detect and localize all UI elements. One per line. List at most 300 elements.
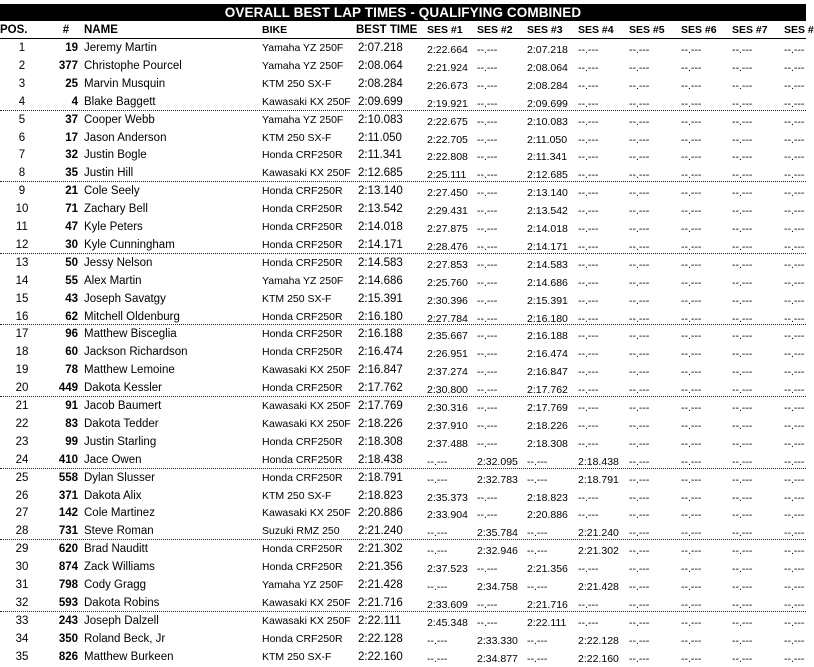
- cell-ses-2: --.---: [477, 330, 498, 343]
- table-row: [0, 576, 806, 594]
- cell-name: Dakota Kessler: [84, 382, 162, 395]
- header-number: #: [62, 24, 70, 36]
- cell-best-time: 2:13.140: [358, 185, 403, 198]
- cell-best-time: 2:22.128: [358, 632, 403, 645]
- cell-ses-6: --.---: [681, 419, 702, 432]
- cell-ses-2: --.---: [477, 384, 498, 397]
- cell-ses-8: --.---: [784, 240, 805, 253]
- table-row: [0, 146, 806, 164]
- cell-number: 37: [65, 113, 78, 126]
- cell-ses-1: 2:30.800: [427, 384, 468, 397]
- cell-number: 4: [71, 95, 78, 108]
- table-row: [0, 487, 806, 505]
- cell-ses-6: --.---: [681, 348, 702, 361]
- cell-number: 243: [58, 614, 78, 627]
- cell-ses-4: --.---: [578, 44, 599, 56]
- table-row: [0, 75, 806, 93]
- cell-pos: 5: [18, 113, 26, 126]
- cell-number: 83: [65, 417, 78, 430]
- cell-ses-8: --.---: [784, 509, 805, 522]
- cell-ses-3: 2:11.050: [527, 133, 568, 146]
- cell-best-time: 2:14.686: [358, 274, 403, 287]
- cell-pos: 18: [15, 346, 29, 359]
- cell-bike: Honda CRF250R: [262, 543, 343, 556]
- cell-ses-5: --.---: [629, 223, 650, 235]
- table-row: [0, 540, 806, 558]
- header-ses-8: SES #: [784, 24, 814, 36]
- cell-ses-7: --.---: [732, 330, 753, 343]
- cell-name: Steve Roman: [84, 525, 154, 538]
- cell-pos: 20: [15, 382, 29, 395]
- cell-bike: Honda CRF250R: [262, 346, 343, 359]
- cell-ses-8: --.---: [784, 384, 805, 397]
- cell-best-time: 2:21.240: [358, 525, 403, 538]
- cell-ses-3: 2:15.391: [527, 294, 568, 307]
- cell-name: Justin Hill: [84, 167, 134, 180]
- cell-ses-8: --.---: [784, 115, 805, 128]
- cell-best-time: 2:16.474: [358, 346, 403, 359]
- cell-ses-1: 2:37.523: [427, 563, 468, 576]
- cell-best-time: 2:13.542: [358, 203, 403, 216]
- cell-bike: Yamaha YZ 250F: [262, 274, 344, 287]
- cell-ses-4: 2:22.160: [578, 652, 619, 665]
- cell-bike: Kawasaki KX 250F: [262, 507, 351, 520]
- cell-ses-8: --.---: [784, 402, 805, 414]
- cell-best-time: 2:14.583: [358, 256, 403, 269]
- cell-bike: Honda CRF250R: [262, 221, 343, 233]
- cell-ses-8: --.---: [784, 79, 805, 92]
- cell-number: 99: [65, 435, 78, 448]
- cell-number: 71: [65, 203, 78, 216]
- cell-ses-6: --.---: [681, 491, 702, 504]
- cell-ses-6: --.---: [681, 151, 702, 164]
- cell-ses-1: 2:19.921: [427, 97, 468, 110]
- table-row: [0, 469, 806, 487]
- cell-ses-7: --.---: [732, 115, 753, 128]
- cell-ses-8: --.---: [784, 616, 805, 629]
- cell-ses-3: 2:14.171: [527, 240, 568, 253]
- cell-ses-8: --.---: [784, 187, 805, 200]
- cell-number: 78: [65, 364, 78, 377]
- table-row: [0, 361, 806, 379]
- cell-ses-7: --.---: [732, 276, 753, 289]
- cell-pos: 31: [15, 579, 29, 591]
- cell-ses-4: --.---: [578, 616, 599, 629]
- cell-ses-3: 2:17.769: [527, 402, 568, 414]
- cell-bike: KTM 250 SX-F: [262, 77, 332, 90]
- cell-ses-1: 2:22.664: [427, 44, 468, 56]
- cell-ses-1: --.---: [427, 545, 448, 558]
- header-bike: BIKE: [262, 24, 288, 36]
- cell-bike: KTM 250 SX-F: [262, 489, 332, 502]
- cell-ses-1: --.---: [427, 634, 448, 647]
- cell-name: Kyle Cunningham: [84, 238, 175, 251]
- cell-ses-6: --.---: [681, 240, 702, 253]
- cell-ses-2: --.---: [477, 223, 498, 235]
- cell-ses-6: --.---: [681, 598, 702, 611]
- cell-ses-2: --.---: [477, 348, 498, 361]
- cell-ses-8: --.---: [784, 491, 805, 504]
- cell-ses-6: --.---: [681, 61, 702, 74]
- cell-ses-7: --.---: [732, 509, 753, 522]
- cell-number: 19: [65, 42, 78, 54]
- cell-best-time: 2:16.180: [358, 310, 403, 323]
- cell-best-time: 2:14.171: [358, 238, 403, 251]
- table-row: [0, 451, 806, 469]
- cell-ses-6: --.---: [681, 294, 702, 307]
- cell-pos: 19: [15, 364, 29, 377]
- cell-ses-4: --.---: [578, 330, 599, 343]
- cell-ses-4: 2:21.428: [578, 581, 619, 593]
- cell-ses-2: --.---: [477, 97, 498, 110]
- cell-ses-1: 2:27.875: [427, 223, 468, 235]
- cell-number: 30: [65, 238, 78, 251]
- cell-ses-6: --.---: [681, 402, 702, 414]
- cell-ses-3: 2:14.686: [527, 276, 568, 289]
- cell-ses-3: 2:13.542: [527, 205, 568, 218]
- cell-ses-3: 2:18.308: [527, 437, 568, 450]
- cell-best-time: 2:22.111: [358, 614, 402, 627]
- cell-ses-3: 2:10.083: [527, 115, 568, 128]
- cell-ses-1: 2:26.673: [427, 79, 468, 92]
- cell-best-time: 2:16.188: [358, 328, 403, 341]
- cell-ses-8: --.---: [784, 545, 805, 558]
- cell-ses-2: 2:35.784: [477, 527, 518, 540]
- cell-ses-5: --.---: [629, 330, 650, 343]
- cell-ses-1: 2:25.111: [427, 169, 467, 182]
- cell-ses-5: --.---: [629, 402, 650, 414]
- cell-best-time: 2:17.762: [358, 382, 403, 395]
- cell-name: Joseph Savatgy: [84, 292, 166, 305]
- cell-ses-7: --.---: [732, 652, 753, 665]
- cell-ses-7: --.---: [732, 258, 753, 271]
- cell-ses-4: --.---: [578, 240, 599, 253]
- cell-number: 25: [65, 77, 78, 90]
- cell-ses-8: --.---: [784, 97, 805, 110]
- cell-ses-7: --.---: [732, 581, 753, 593]
- cell-best-time: 2:21.356: [358, 561, 403, 574]
- cell-ses-8: --.---: [784, 276, 805, 289]
- cell-ses-6: --.---: [681, 44, 702, 56]
- cell-pos: 12: [15, 238, 29, 251]
- table-header: [0, 21, 814, 39]
- cell-ses-3: 2:22.111: [527, 616, 567, 629]
- cell-pos: 14: [15, 274, 29, 287]
- cell-ses-7: --.---: [732, 598, 753, 611]
- cell-ses-5: --.---: [629, 240, 650, 253]
- cell-ses-1: 2:35.667: [427, 330, 468, 343]
- cell-name: Jeremy Martin: [84, 42, 157, 54]
- cell-ses-1: 2:30.316: [427, 402, 468, 414]
- cell-ses-4: --.---: [578, 509, 599, 522]
- cell-bike: Honda CRF250R: [262, 382, 343, 395]
- cell-ses-4: 2:22.128: [578, 634, 619, 647]
- cell-pos: 32: [15, 596, 29, 609]
- table-row: [0, 57, 806, 75]
- cell-ses-1: 2:37.274: [427, 366, 468, 379]
- cell-ses-5: --.---: [629, 294, 650, 307]
- cell-bike: KTM 250 SX-F: [262, 131, 332, 144]
- cell-pos: 11: [16, 221, 28, 233]
- cell-ses-7: --.---: [732, 151, 753, 164]
- cell-ses-1: 2:22.808: [427, 151, 468, 164]
- cell-ses-2: --.---: [477, 491, 498, 504]
- cell-pos: 6: [18, 131, 26, 144]
- cell-pos: 16: [15, 310, 29, 323]
- cell-name: Blake Baggett: [84, 95, 156, 108]
- cell-ses-7: --.---: [732, 97, 753, 110]
- cell-name: Joseph Dalzell: [84, 614, 159, 627]
- cell-pos: 2: [18, 59, 26, 72]
- cell-ses-2: --.---: [477, 79, 498, 92]
- cell-ses-7: --.---: [732, 348, 753, 361]
- cell-ses-5: --.---: [629, 258, 650, 271]
- cell-ses-3: 2:07.218: [527, 44, 568, 56]
- cell-pos: 28: [15, 525, 29, 538]
- cell-ses-2: 2:34.877: [477, 652, 518, 665]
- cell-ses-2: --.---: [477, 187, 498, 200]
- cell-pos: 7: [18, 149, 26, 162]
- cell-ses-8: --.---: [784, 294, 805, 307]
- cell-ses-5: --.---: [629, 652, 650, 665]
- cell-ses-6: --.---: [681, 616, 702, 629]
- cell-ses-5: --.---: [629, 384, 650, 397]
- cell-ses-2: --.---: [477, 419, 498, 432]
- cell-ses-4: --.---: [578, 419, 599, 432]
- cell-ses-6: --.---: [681, 133, 702, 146]
- cell-bike: KTM 250 SX-F: [262, 292, 332, 305]
- cell-ses-5: --.---: [629, 97, 650, 110]
- cell-ses-4: --.---: [578, 169, 599, 182]
- cell-ses-6: --.---: [681, 330, 702, 343]
- cell-ses-8: --.---: [784, 419, 805, 432]
- cell-ses-5: --.---: [629, 419, 650, 432]
- cell-ses-4: --.---: [578, 563, 599, 576]
- table-row: [0, 630, 806, 648]
- cell-ses-4: 2:18.438: [578, 455, 619, 468]
- cell-pos: 4: [18, 95, 26, 108]
- table-row: [0, 164, 806, 182]
- cell-pos: 22: [15, 417, 29, 430]
- cell-ses-2: --.---: [477, 402, 498, 414]
- cell-number: 32: [65, 149, 78, 162]
- cell-ses-3: 2:14.583: [527, 258, 568, 271]
- cell-ses-4: --.---: [578, 598, 599, 611]
- cell-ses-1: --.---: [427, 473, 448, 486]
- cell-ses-1: --.---: [427, 581, 448, 593]
- cell-pos: 1: [18, 42, 26, 54]
- report-title: OVERALL BEST LAP TIMES - QUALIFYING COMBINED: [0, 4, 806, 21]
- cell-ses-1: 2:33.904: [427, 509, 468, 522]
- cell-ses-7: --.---: [732, 133, 753, 146]
- cell-pos: 26: [15, 489, 29, 502]
- cell-ses-3: 2:16.847: [527, 366, 568, 379]
- cell-ses-7: --.---: [732, 79, 753, 92]
- cell-number: 21: [65, 185, 78, 198]
- cell-ses-2: --.---: [477, 366, 498, 379]
- cell-number: 35: [65, 167, 78, 180]
- cell-best-time: 2:09.699: [358, 95, 403, 108]
- cell-ses-5: --.---: [629, 276, 650, 289]
- cell-bike: Honda CRF250R: [262, 256, 343, 269]
- cell-name: Dylan Slusser: [84, 471, 155, 484]
- cell-pos: 15: [15, 292, 29, 305]
- cell-best-time: 2:17.769: [358, 400, 403, 412]
- cell-name: Matthew Burkeen: [84, 650, 174, 663]
- cell-ses-8: --.---: [784, 563, 805, 576]
- cell-ses-8: --.---: [784, 473, 805, 486]
- cell-ses-3: 2:21.716: [527, 598, 568, 611]
- table-row: [0, 272, 806, 290]
- cell-ses-1: 2:27.450: [427, 187, 468, 200]
- cell-ses-2: --.---: [477, 133, 498, 146]
- cell-bike: Yamaha YZ 250F: [262, 42, 344, 54]
- cell-ses-3: --.---: [527, 455, 548, 468]
- cell-ses-8: --.---: [784, 151, 805, 164]
- cell-ses-4: --.---: [578, 205, 599, 218]
- cell-bike: Kawasaki KX 250F: [262, 364, 351, 377]
- cell-ses-4: --.---: [578, 366, 599, 379]
- cell-ses-4: --.---: [578, 97, 599, 110]
- cell-ses-6: --.---: [681, 634, 702, 647]
- cell-ses-1: --.---: [427, 652, 448, 665]
- table-row: [0, 39, 806, 57]
- cell-bike: Honda CRF250R: [262, 149, 343, 162]
- table-row: [0, 236, 806, 254]
- cell-ses-4: --.---: [578, 402, 599, 414]
- cell-name: Justin Starling: [84, 435, 157, 448]
- cell-ses-4: 2:21.302: [578, 545, 619, 558]
- cell-name: Cole Martinez: [84, 507, 155, 520]
- cell-ses-8: --.---: [784, 581, 805, 593]
- cell-ses-6: --.---: [681, 187, 702, 200]
- cell-ses-5: --.---: [629, 169, 650, 182]
- cell-bike: Suzuki RMZ 250: [262, 525, 340, 538]
- cell-ses-2: --.---: [477, 44, 498, 56]
- cell-ses-6: --.---: [681, 563, 702, 576]
- cell-ses-3: --.---: [527, 652, 548, 665]
- cell-ses-6: --.---: [681, 527, 702, 540]
- cell-ses-2: 2:33.330: [477, 634, 518, 647]
- cell-pos: 23: [15, 435, 29, 448]
- table-row: [0, 648, 806, 666]
- cell-ses-5: --.---: [629, 437, 650, 450]
- cell-best-time: 2:22.160: [358, 650, 403, 663]
- cell-bike: Honda CRF250R: [262, 435, 343, 448]
- cell-name: Jason Anderson: [84, 131, 167, 144]
- cell-number: 55: [65, 274, 78, 287]
- cell-ses-6: --.---: [681, 366, 702, 379]
- header-ses-7: SES #7: [732, 24, 768, 36]
- cell-bike: Kawasaki KX 250F: [262, 167, 351, 180]
- table-row: [0, 343, 806, 361]
- cell-ses-6: --.---: [681, 509, 702, 522]
- header-ses-5: SES #5: [629, 24, 665, 36]
- cell-ses-3: --.---: [527, 634, 548, 647]
- cell-number: 874: [58, 561, 78, 574]
- cell-ses-8: --.---: [784, 205, 805, 218]
- cell-ses-4: --.---: [578, 312, 599, 325]
- cell-best-time: 2:08.284: [358, 77, 403, 90]
- cell-ses-1: 2:45.348: [427, 616, 468, 629]
- cell-bike: Kawasaki KX 250F: [262, 614, 351, 627]
- cell-ses-8: --.---: [784, 44, 805, 56]
- cell-bike: Honda CRF250R: [262, 471, 343, 484]
- table-row: [0, 200, 806, 218]
- cell-pos: 17: [15, 328, 29, 341]
- cell-ses-6: --.---: [681, 581, 702, 593]
- cell-best-time: 2:18.823: [358, 489, 403, 502]
- cell-ses-7: --.---: [732, 616, 753, 629]
- cell-number: 558: [58, 471, 78, 484]
- cell-ses-8: --.---: [784, 258, 805, 271]
- cell-ses-7: --.---: [732, 634, 753, 647]
- cell-number: 449: [58, 382, 78, 395]
- table-row: [0, 93, 806, 111]
- cell-best-time: 2:18.308: [358, 435, 403, 448]
- cell-ses-7: --.---: [732, 169, 753, 182]
- cell-ses-5: --.---: [629, 366, 650, 379]
- cell-name: Mitchell Oldenburg: [84, 310, 180, 323]
- cell-ses-3: --.---: [527, 473, 548, 486]
- cell-ses-7: --.---: [732, 491, 753, 504]
- cell-ses-6: --.---: [681, 258, 702, 271]
- cell-ses-4: --.---: [578, 348, 599, 361]
- cell-number: 350: [58, 632, 78, 645]
- cell-bike: Kawasaki KX 250F: [262, 596, 351, 609]
- cell-best-time: 2:16.847: [358, 364, 403, 377]
- cell-ses-5: --.---: [629, 133, 650, 146]
- header-ses-6: SES #6: [681, 24, 717, 36]
- cell-best-time: 2:18.791: [358, 471, 403, 484]
- cell-ses-3: 2:08.064: [527, 61, 568, 74]
- cell-best-time: 2:08.064: [358, 59, 403, 72]
- cell-name: Cole Seely: [84, 185, 140, 198]
- cell-ses-1: 2:22.675: [427, 115, 468, 128]
- cell-number: 731: [58, 525, 78, 538]
- cell-bike: KTM 250 SX-F: [262, 650, 332, 663]
- cell-ses-2: --.---: [477, 169, 498, 182]
- cell-ses-7: --.---: [732, 402, 753, 414]
- cell-ses-4: --.---: [578, 115, 599, 128]
- cell-best-time: 2:18.438: [358, 453, 403, 466]
- cell-ses-3: 2:08.284: [527, 79, 568, 92]
- cell-ses-1: 2:37.488: [427, 437, 468, 450]
- cell-number: 43: [65, 292, 78, 305]
- cell-ses-2: 2:32.095: [477, 455, 518, 468]
- table-row: [0, 594, 806, 612]
- cell-ses-8: --.---: [784, 169, 805, 182]
- cell-number: 798: [58, 579, 78, 591]
- cell-number: 91: [65, 400, 78, 412]
- cell-ses-6: --.---: [681, 115, 702, 128]
- cell-ses-2: --.---: [477, 115, 498, 128]
- cell-pos: 9: [18, 185, 26, 198]
- cell-number: 96: [65, 328, 78, 341]
- cell-name: Jace Owen: [84, 453, 142, 466]
- cell-number: 593: [58, 596, 78, 609]
- cell-ses-3: 2:14.018: [527, 223, 568, 235]
- cell-number: 62: [65, 310, 78, 323]
- table-row: [0, 612, 806, 630]
- cell-ses-5: --.---: [629, 598, 650, 611]
- cell-number: 142: [58, 507, 78, 520]
- cell-best-time: 2:20.886: [358, 507, 403, 520]
- cell-ses-3: 2:20.886: [527, 509, 568, 522]
- cell-ses-6: --.---: [681, 384, 702, 397]
- cell-ses-8: --.---: [784, 437, 805, 450]
- cell-bike: Yamaha YZ 250F: [262, 579, 344, 591]
